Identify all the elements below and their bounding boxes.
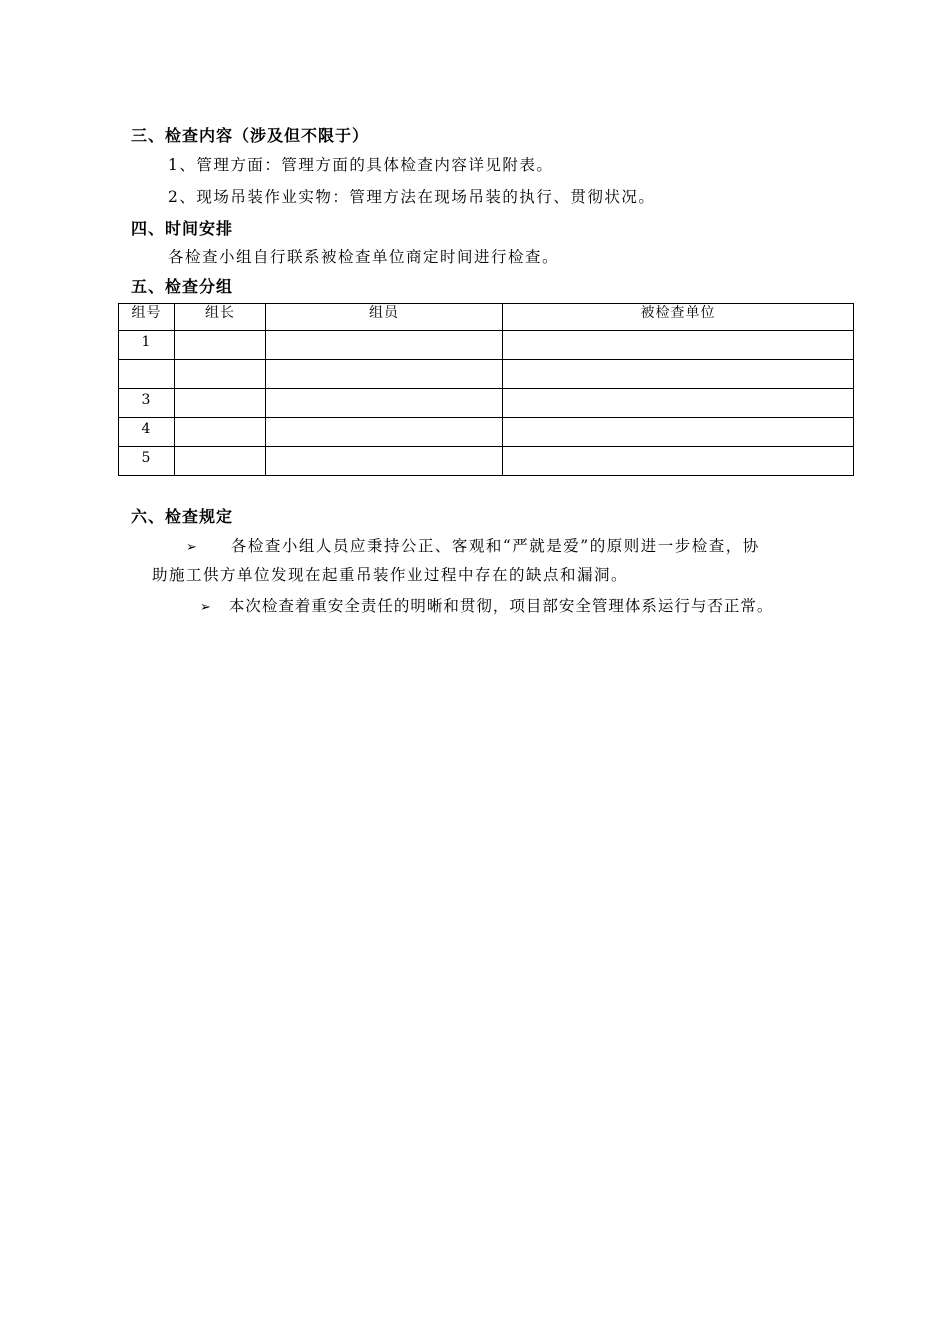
- cell-group-leader: [175, 447, 266, 476]
- cell-group-number: 5: [119, 447, 175, 476]
- rule-2-text: 本次检查着重安全责任的明晰和贯彻，项目部安全管理体系运行与否正常。: [228, 597, 774, 615]
- table-row: [119, 331, 854, 360]
- inspection-item-management: 1、管理方面：管理方面的具体检查内容详见附表。: [168, 156, 554, 174]
- cell-inspected-unit: [503, 331, 854, 360]
- arrow-bullet-icon: ➢: [200, 600, 213, 615]
- cell-group-number: [119, 360, 175, 389]
- section-heading-rules: 六、检查规定: [131, 507, 234, 526]
- rule-1-first-line: [186, 534, 760, 556]
- cell-group-number: 3: [119, 389, 175, 418]
- header-group-leader: 组长: [175, 304, 266, 331]
- cell-group-leader: [175, 389, 266, 418]
- cell-group-leader: [175, 360, 266, 389]
- cell-group-members: [266, 360, 503, 389]
- cell-group-leader: [175, 418, 266, 447]
- cell-group-leader: [175, 331, 266, 360]
- cell-inspected-unit: [503, 360, 854, 389]
- rule-1-second-line: 助施工供方单位发现在起重吊装作业过程中存在的缺点和漏洞。: [152, 566, 629, 584]
- section-heading-groups: 五、检查分组: [131, 277, 234, 296]
- cell-group-members: [266, 447, 503, 476]
- header-inspected-unit: 被检查单位: [503, 304, 854, 331]
- header-group-members: 组员: [266, 304, 503, 331]
- cell-inspected-unit: [503, 418, 854, 447]
- cell-group-members: [266, 389, 503, 418]
- table-row: [119, 418, 854, 447]
- arrow-bullet-icon: ➢: [186, 540, 199, 555]
- table-row: [119, 360, 854, 389]
- table-row: [119, 447, 854, 476]
- rule-2: [200, 594, 773, 616]
- cell-group-members: [266, 418, 503, 447]
- table-header-row: [119, 304, 854, 331]
- header-group-number: 组号: [119, 304, 175, 331]
- inspection-item-site-lifting: 2、现场吊装作业实物：管理方法在现场吊装的执行、贯彻状况。: [168, 188, 656, 206]
- rule-1-text: 各检查小组人员应秉持公正、客观和“严就是爱”的原则进一步检查，协: [230, 537, 760, 555]
- schedule-text: 各检查小组自行联系被检查单位商定时间进行检查。: [168, 248, 560, 266]
- inspection-groups-table: [118, 303, 854, 476]
- table-row: [119, 389, 854, 418]
- cell-group-number: 1: [119, 331, 175, 360]
- cell-group-members: [266, 331, 503, 360]
- cell-inspected-unit: [503, 447, 854, 476]
- cell-inspected-unit: [503, 389, 854, 418]
- section-heading-schedule: 四、时间安排: [131, 219, 234, 238]
- section-heading-inspection-content: 三、检查内容（涉及但不限于）: [131, 126, 370, 145]
- cell-group-number: 4: [119, 418, 175, 447]
